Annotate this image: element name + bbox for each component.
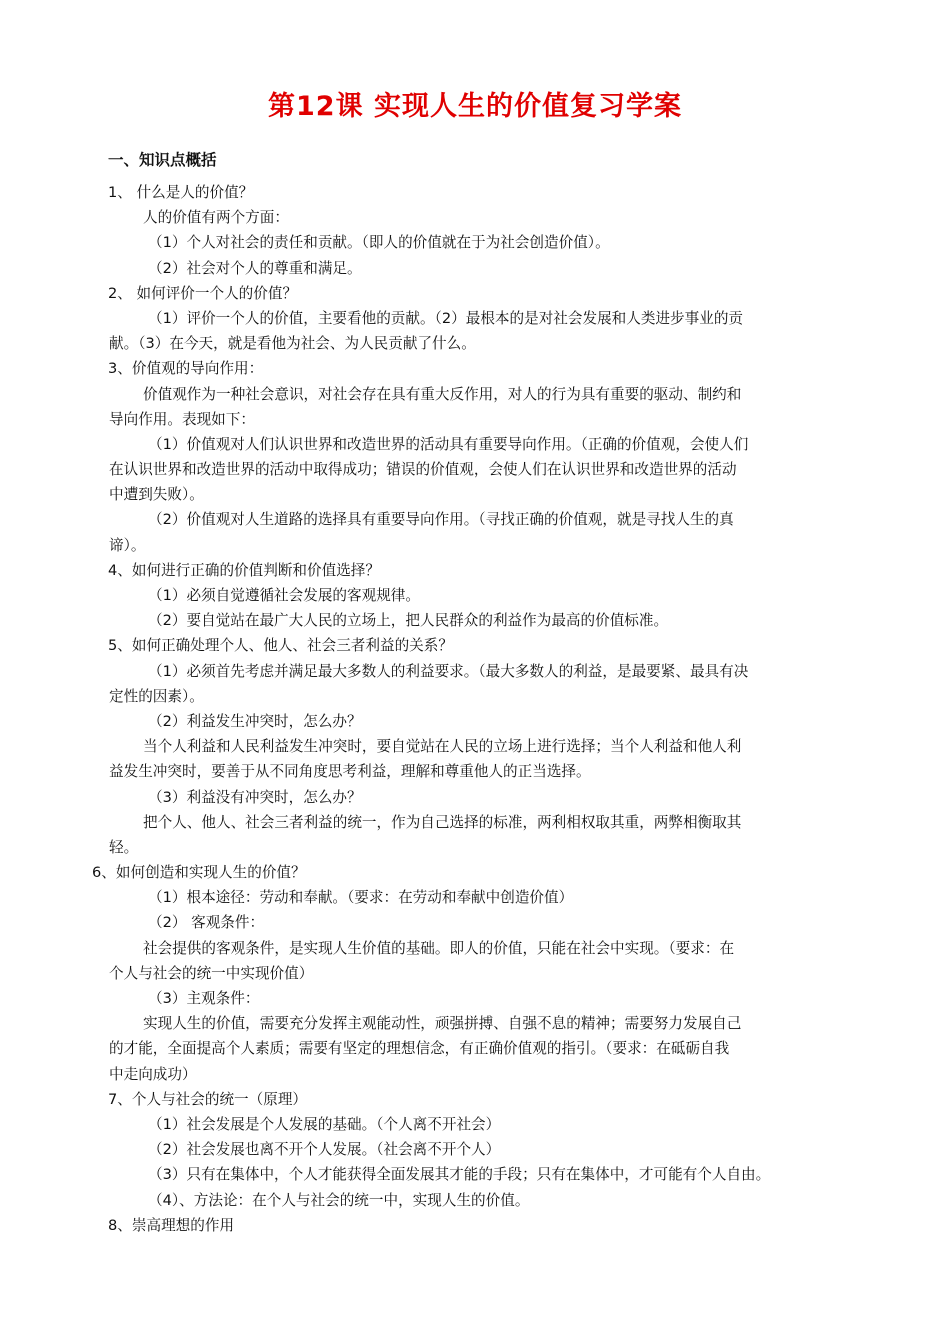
text-line: （3）利益没有冲突时，怎么办？ <box>148 788 362 806</box>
text-line: 献。（3）在今天，就是看他为社会、为人民贡献了什么。 <box>109 335 476 353</box>
text-line: （2）社会发展也离不开个人发展。（社会离不开个人） <box>148 1141 501 1159</box>
text-line: 轻。 <box>109 838 139 856</box>
text-line: 5、如何正确处理个人、他人、社会三者利益的关系？ <box>108 637 453 655</box>
text-line: （2）价值观对人生道路的选择具有重要导向作用。（寻找正确的价值观，就是寻找人生的真 <box>148 511 734 529</box>
text-line: 当个人利益和人民利益发生冲突时，要自觉站在人民的立场上进行选择；当个人利益和他人利 <box>143 738 742 756</box>
text-line: 实现人生的价值，需要充分发挥主观能动性，顽强拼搏、自强不息的精神；需要努力发展自己 <box>143 1015 742 1033</box>
text-line: （2）利益发生冲突时，怎么办？ <box>148 712 362 730</box>
text-line: （1）价值观对人们认识世界和改造世界的活动具有重要导向作用。（正确的价值观，会使人们 <box>148 435 749 453</box>
text-line: 人的价值有两个方面： <box>143 209 289 227</box>
text-line: 个人与社会的统一中实现价值） <box>109 964 314 982</box>
text-line: 的才能，全面提高个人素质；需要有坚定的理想信念，有正确价值观的指引。（要求：在砥砺自我 <box>109 1040 730 1058</box>
text-line: 中走向成功） <box>109 1065 197 1083</box>
text-line: （3）主观条件： <box>148 990 260 1007</box>
text-line: （1）必须首先考虑并满足最大多数人的利益要求。（最大多数人的利益，是最要紧、最具有决 <box>148 662 749 680</box>
text-line: 3、价值观的导向作用： <box>108 360 264 378</box>
text-line: 2、 如何评价一个人的价值？ <box>108 284 298 302</box>
text-line: 社会提供的客观条件，是实现人生价值的基础。即人的价值，只能在社会中实现。（要求：在 <box>143 939 735 957</box>
text-line: 1、 什么是人的价值？ <box>108 184 254 201</box>
section-heading: 一、知识点概括 <box>108 151 217 169</box>
text-line: （2）要自觉站在最广大人民的立场上，把人民群众的利益作为最高的价值标准。 <box>148 612 669 630</box>
text-line: （3）只有在集体中，个人才能获得全面发展其才能的手段；只有在集体中，才可能有个人自由。 <box>148 1166 771 1184</box>
text-line: 7、个人与社会的统一（原理） <box>108 1090 308 1108</box>
text-line: （1）必须自觉遵循社会发展的客观规律。 <box>148 587 420 604</box>
text-line: 6、如何创造和实现人生的价值？ <box>92 864 306 882</box>
text-line: 导向作用。表现如下： <box>109 410 255 428</box>
text-line: 中遭到失败）。 <box>109 486 204 504</box>
document-body <box>0 180 950 1238</box>
text-line: 益发生冲突时，要善于从不同角度思考利益，理解和尊重他人的正当选择。 <box>109 763 591 781</box>
text-line: （1）根本途径：劳动和奉献。（要求：在劳动和奉献中创造价值） <box>148 889 574 907</box>
text-line: （2） 客观条件： <box>148 914 265 932</box>
text-line: （1）社会发展是个人发展的基础。（个人离不开社会） <box>148 1115 501 1133</box>
text-line: 定性的因素）。 <box>109 687 204 705</box>
text-line: 4、如何进行正确的价值判断和价值选择？ <box>108 561 380 579</box>
text-line: 谛）。 <box>109 536 146 554</box>
text-line: （1）个人对社会的责任和贡献。（即人的价值就在于为社会创造价值）。 <box>148 234 610 252</box>
text-line: （4）、方法论：在个人与社会的统一中，实现人生的价值。 <box>148 1191 530 1209</box>
text-line: （2）社会对个人的尊重和满足。 <box>148 259 362 277</box>
text-line: 把个人、他人、社会三者利益的统一，作为自己选择的标准，两利相权取其重，两弊相衡取其 <box>143 813 742 831</box>
text-line: （1）评价一个人的价值，主要看他的贡献。（2）最根本的是对社会发展和人类进步事业的贡 <box>148 309 744 327</box>
text-line: 价值观作为一种社会意识，对社会存在具有重大反作用，对人的行为具有重要的驱动、制约和 <box>143 385 742 403</box>
page-title: 第12课 实现人生的价值复习学案 <box>268 91 682 122</box>
text-line: 在认识世界和改造世界的活动中取得成功；错误的价值观，会使人们在认识世界和改造世界的活动 <box>109 461 737 479</box>
text-line: 8、崇高理想的作用 <box>108 1216 235 1234</box>
